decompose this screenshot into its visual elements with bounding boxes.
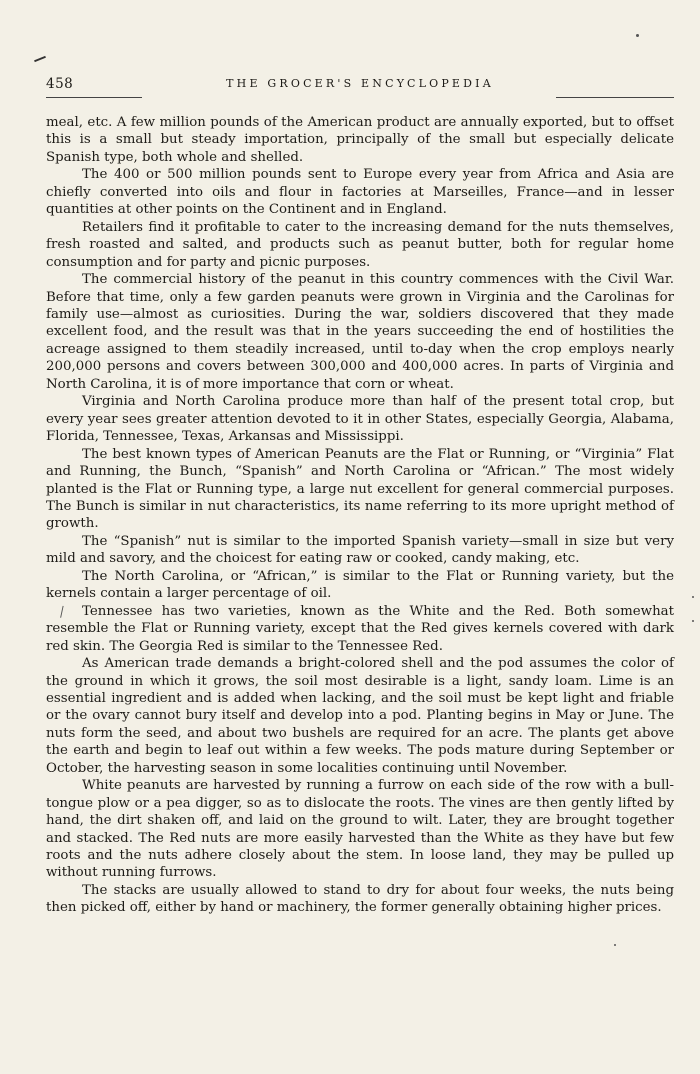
paragraph: The commercial history of the peanut in this country commences with the Civil War. Before that time, only a few garden peanuts were grown in Virginia and the Carolinas for family use—almost as curiosities. During the war, soldiers discovered that they made excellent food, and the result was that in the years succeeding the end of hostilities the acreage assigned to them steadily increased, until to-day when the crop employs nearly 200,000 persons and covers between 300,000 and 400,000 acres. In parts of Virginia and North Carolina, it is of more importance that corn or wheat. <box>46 272 674 392</box>
margin-tick-mark <box>34 56 46 62</box>
page-number: 458 <box>46 76 74 92</box>
header-rule-right <box>556 97 674 98</box>
paragraph: The North Carolina, or “African,” is similar to the Flat or Running variety, but the kernels contain a larger percentage of oil. <box>46 568 674 602</box>
margin-pencil-mark: | <box>58 603 66 619</box>
paragraph: Tennessee has two varieties, known as the White and the Red. Both somewhat resemble the Flat or Running variety, except that the Red gives kernels covered with dark red skin. The Georgia Red is similar to the Tennessee Red. <box>46 603 674 654</box>
paragraph: As American trade demands a bright-colored shell and the pod assumes the color of the ground in which it grows, the soil most desirable is a light, sandy loam. Lime is an essential ingredient and is added when lacking, and the soil must be kept light and friable or the ovary cannot bury itself and develop into a pod. Planting begins in May or June. The nuts form the seed, and about two bushels are required for an acre. The plants get above the earth and begin to leaf out within a few weeks. The pods mature during September or October, the harvesting season in some localities continuing until November. <box>46 656 674 776</box>
paragraph: The “Spanish” nut is similar to the imported Spanish variety—small in size but very mild and savory, and the choicest for eating raw or cooked, candy making, etc. <box>46 533 674 567</box>
paragraph: Virginia and North Carolina produce more than half of the present total crop, but every year sees greater attention devoted to it in other States, especially Georgia, Alabama, Florida, Tennessee, Texas, Arkansas and Mississippi. <box>46 394 674 445</box>
page-header <box>46 76 674 92</box>
body-text <box>46 114 674 917</box>
ink-speck <box>636 34 639 37</box>
running-head: THE GROCER'S ENCYCLOPEDIA <box>226 77 494 90</box>
paragraph: The best known types of American Peanuts are the Flat or Running, or “Virginia” Flat and Running, the Bunch, “Spanish” and North Carolina or “African.” The most widely planted is the Flat or Running type, a large nut excellent for general commercial purposes. The Bunch is similar in nut characteristics, its name referring to its more upright method of growth. <box>46 446 674 532</box>
paragraph: The 400 or 500 million pounds sent to Europe every year from Africa and Asia are chiefly converted into oils and flour in factories at Marseilles, France—and in lesser quantities at other points on the Continent and in England. <box>46 167 674 218</box>
header-rule-left <box>46 97 142 98</box>
ink-speck <box>614 944 616 946</box>
paragraph: meal, etc. A few million pounds of the American product are annually exported, but to offset this is a small but steady importation, principally of the small but especially delicate Spanish type, both whole and shelled. <box>46 115 674 165</box>
paragraph: Retailers find it profitable to cater to the increasing demand for the nuts themselves, fresh roasted and salted, and products such as peanut butter, both for regular home consumption and for party and picnic purposes. <box>46 219 674 270</box>
paragraph: White peanuts are harvested by running a furrow on each side of the row with a bull-tongue plow or a pea digger, so as to dislocate the roots. The vines are then gently lifted by hand, the dirt shaken off, and laid on the ground to wilt. Later, they are brought together and stacked. The Red nuts are more easily harvested than the White as they have but few roots and the nuts adhere closely about the stem. In loose land, they may be pulled up without running furrows. <box>46 778 674 881</box>
ink-speck <box>692 596 694 598</box>
paragraph: The stacks are usually allowed to stand to dry for about four weeks, the nuts being then picked off, either by hand or machinery, the former generally obtaining higher prices. <box>46 882 674 916</box>
ink-speck <box>692 620 694 622</box>
